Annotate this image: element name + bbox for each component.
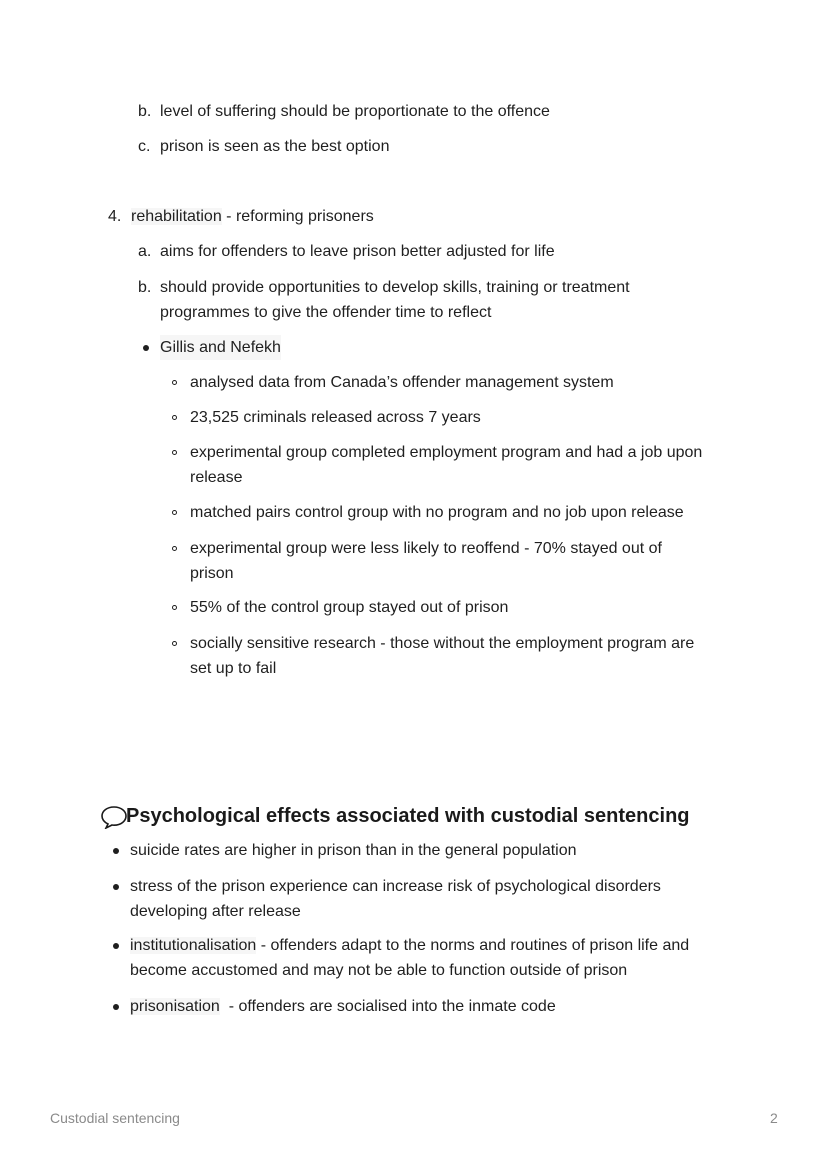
section-heading: Psychological effects associated with custodial sentencing [126,805,690,827]
effect-2-line1: stress of the prison experience can increase risk of psychological disorders [130,878,661,895]
rehab-marker-b: b. [138,279,152,296]
study-point-5-line1: experimental group were less likely to reoffend - 70% stayed out of [190,540,662,557]
footer-title: Custodial sentencing [50,1110,180,1126]
effect-3-line2: become accustomed and may not be able to function outside of prison [130,962,628,979]
rehab-marker-a: a. [138,243,152,260]
study-point-marker [172,641,177,646]
effect-bullet [113,848,119,854]
effect-1: suicide rates are higher in prison than in the general population [130,842,577,859]
effect-bullet [113,884,119,890]
study-point-4: matched pairs control group with no program and no job upon release [190,504,684,521]
effect-3-line1 [130,933,689,958]
rehab-item-b-line1: should provide opportunities to develop skills, training or treatment [160,279,630,296]
list-item-b: level of suffering should be proportionate to the offence [160,103,550,120]
effect-bullet [113,943,119,949]
study-point-marker [172,450,177,455]
study-point-7-line2: set up to fail [190,660,277,677]
rehab-item-a: aims for offenders to leave prison better adjusted for life [160,243,555,260]
study-point-marker [172,415,177,420]
rehab-term: rehabilitation [131,208,222,225]
study-point-5-line2: prison [190,565,234,582]
study-point-6: 55% of the control group stayed out of prison [190,599,509,616]
speech-bubble-icon [100,805,128,829]
list-item-c: prison is seen as the best option [160,138,390,155]
effect-4-rest: - offenders are socialised into the inmate code [219,998,556,1015]
rehab-item-b-line2: programmes to give the offender time to reflect [160,304,492,321]
effect-bullet [113,1004,119,1010]
prisonisation-term: prisonisation [130,998,220,1015]
rehab-rest: - reforming prisoners [221,208,374,225]
effect-4 [130,994,556,1019]
study-point-3-line2: release [190,469,243,486]
study-point-7-line1: socially sensitive research - those without the employment program are [190,635,695,652]
study-point-1: analysed data from Canada’s offender management system [190,374,614,391]
list-marker-b: b. [138,103,152,120]
study-point-marker [172,605,177,610]
effect-3-rest: - offenders adapt to the norms and routines of prison life and [256,937,690,954]
effect-2-line2: developing after release [130,903,301,920]
study-title: Gillis and Nefekh [160,335,281,360]
study-point-marker [172,546,177,551]
list-marker-4: 4. [108,208,122,225]
study-point-marker [172,380,177,385]
rehab-line [131,204,374,229]
list-marker-c: c. [138,138,151,155]
study-point-3-line1: experimental group completed employment program and had a job upon [190,444,703,461]
study-bullet [143,345,149,351]
page-number: 2 [770,1110,778,1126]
study-point-marker [172,510,177,515]
institutionalisation-term: institutionalisation [130,937,257,954]
study-point-2: 23,525 criminals released across 7 years [190,409,481,426]
